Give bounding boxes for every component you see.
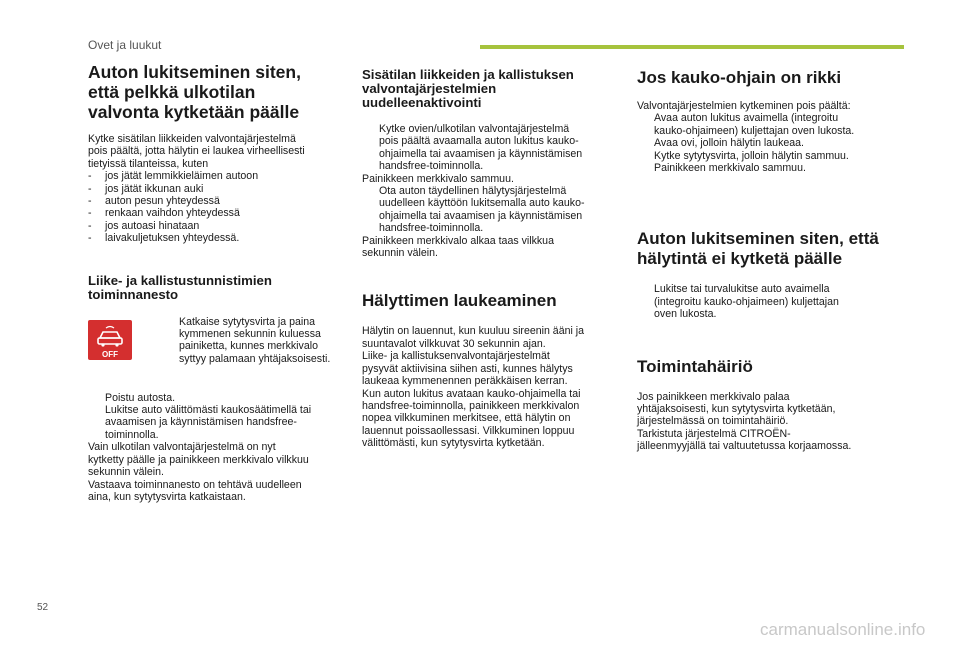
malfunction-paragraph: Jos painikkeen merkkivalo palaa yhtäjaksoisesti, kun sytytysvirta kytketään, järjestelmässä on toimintahäiriö. Tarkistuta järjestelmä CITROËN- jälleenmyyjällä tai valtuutetussa korjaamossa. [637,390,852,453]
reactivation-list-2 [362,185,618,235]
exit-lock-list [88,392,346,442]
list-item: Avaa ovi, jolloin hälytin laukeaa. [654,137,804,150]
list-item: Ota auton täydellinen hälytysjärjestelmä uudelleen käyttöön lukitsemalla auto kauko- ohjaimella tai avaamisen ja käynnistämisen handsfree-toiminnolla. [379,185,585,235]
page-number: 52 [37,602,49,613]
title-malfunction: Toimintahäiriö [637,356,753,376]
list-item: - auton pesun yhteydessä [88,195,220,208]
list-item: Poistu autosta. [105,391,176,404]
title-alarm-triggered: Hälyttimen laukeaminen [362,291,557,311]
list-item: - jos jätät ikkunan auki [88,182,204,195]
status-line-1: Painikkeen merkkivalo sammuu. [362,172,514,185]
icon-instruction [88,316,346,380]
column-left [88,62,346,503]
list-item: - jos jätät lemmikkieläimen autoon [88,170,259,183]
list-item: - renkaan vaihdon yhteydessä [88,207,240,220]
list-item: Avaa auton lukitus avaimella (integroitu kauko-ohjaimeen) kuljettajan oven lukosta. [654,112,855,137]
alarm-off-button-icon [88,320,132,360]
reactivation-list-1 [362,123,618,173]
list-item: Lukitse auto välittömästi kaukosäätimellä tai avaamisen ja käynnistämisen handsfree- toiminnolla. [105,404,312,441]
list-item: Kytke ovien/ulkotilan valvontajärjestelmä pois päältä avaamalla auton lukitus kauko- ohjaimella tai avaamisen ja käynnistämisen handsfree-toiminnolla. [379,123,583,173]
lock-no-alarm-list [637,283,899,320]
title-exterior-only: Auton lukitseminen siten, että pelkkä ulkotilan valvonta kytketään päälle [88,62,301,122]
outro-paragraph: Vain ulkotilan valvontajärjestelmä on nyt kytketty päälle ja painikkeen merkkivalo vilkkuu sekunnin välein. Vastaava toiminnanesto on tehtävä uudelleen aina, kun sytytysvirta katkaistaan. [88,441,309,503]
alarm-paragraph: Hälytin on lauennut, kun kuuluu sireenin ääni ja suuntavalot vilkkuvat 30 sekunnin ajan. Liike- ja kallistuksenvalvontajärjestelmät pysyvät aktiivisina siihen asti, kunnes hälytys laukeaa kymmenennen peräkkäisen kerran. Kun auton lukitus avataan kauko-ohjaimella tai handsfree-toiminnolla, painikkeen merkkivalon nopea vilkkuminen merkitsee, että hälytin on lauennut poissaollessasi. Vilkkuminen loppuu välittömästi, kun sytytysvirta kytketään. [362,325,585,450]
icon-instruction-text [162,316,342,366]
header-accent-bar [480,45,904,49]
list-item: Katkaise sytytysvirta ja paina kymmenen sekunnin kuluessa painiketta, kunnes merkkivalo syttyy palamaan yhtäjaksoisesti. [179,315,331,365]
car-alarm-icon [88,320,132,360]
list-item: - laivakuljetuksen yhteydessä. [88,232,240,245]
status-line-2: Painikkeen merkkivalo alkaa taas vilkkua sekunnin välein. [362,234,554,260]
list-item: - jos autoasi hinataan [88,219,200,232]
title-remote-broken: Jos kauko-ohjain on rikki [637,68,842,87]
watermark: carmanualsonline.info [760,620,926,639]
column-right [637,62,899,453]
situation-list [88,170,346,244]
section-header: Ovet ja luukut [88,38,162,52]
list-item: Lukitse tai turvalukitse auto avaimella (integroitu kauko-ohjaimeen) kuljettajan oven lukosta. [654,283,839,321]
off-label: OFF [102,349,118,359]
column-middle [362,62,618,450]
title-lock-no-alarm: Auton lukitseminen siten, että hälytintä ei kytketä päälle [637,229,879,269]
remote-steps-list [637,112,899,174]
title-reactivation: Sisätilan liikkeiden ja kallistuksen valvontajärjestelmien uudelleenaktivointi [362,67,574,110]
list-item: Kytke sytytysvirta, jolloin hälytin sammuu. Painikkeen merkkivalo sammuu. [654,149,849,175]
subtitle-sensor-disable: Liike- ja kallistustunnistimien toiminnanesto [88,272,272,302]
intro-paragraph: Kytke sisätilan liikkeiden valvontajärjestelmä pois päältä, jotta hälytin ei laukea virheellisesti tietyissä tilanteissa, kuten [88,133,305,170]
remote-intro: Valvontajärjestelmien kytkeminen pois päältä: [637,100,851,112]
